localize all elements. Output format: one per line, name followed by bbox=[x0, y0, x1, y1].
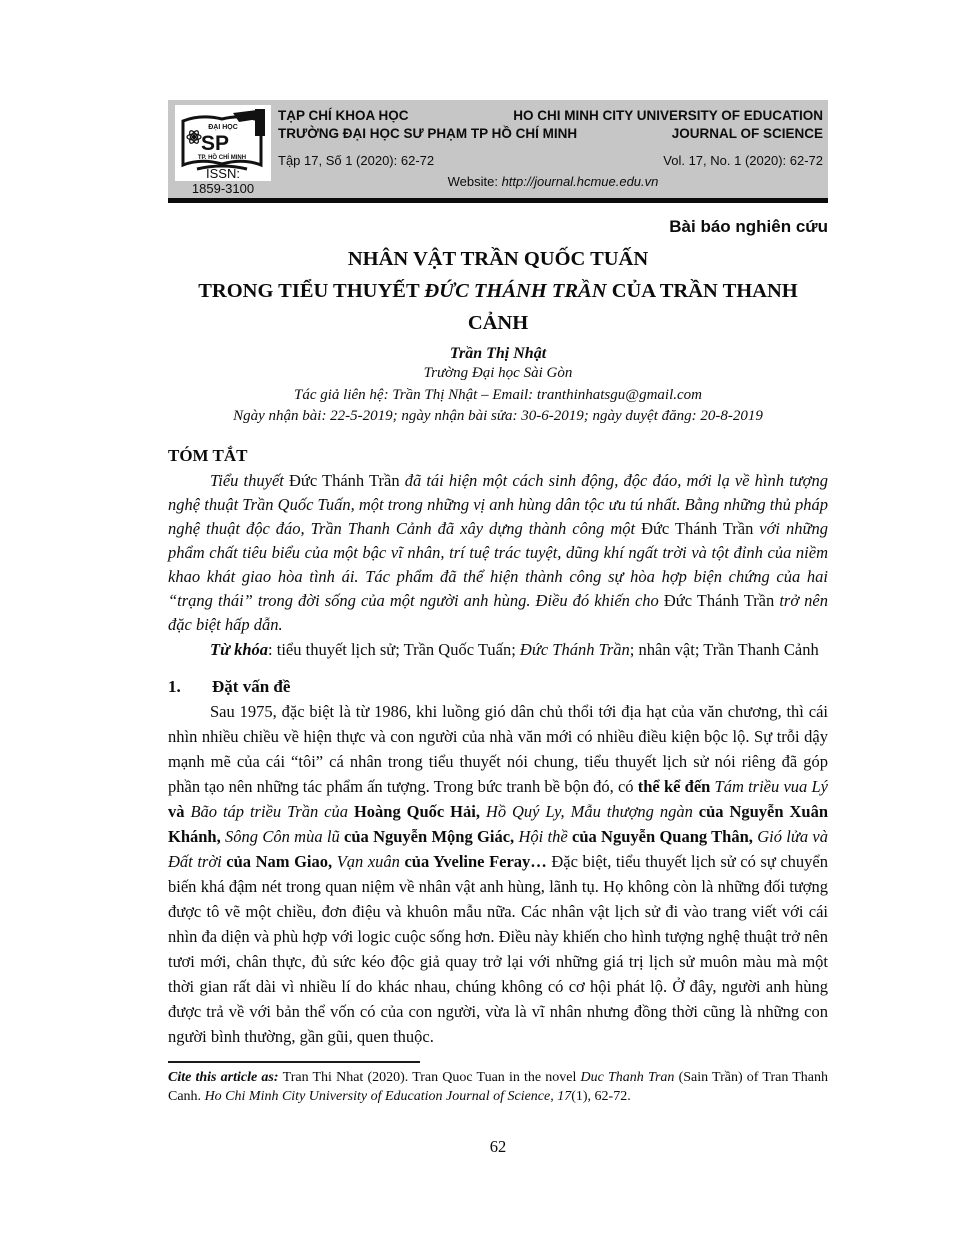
issn-label: ISSN: bbox=[206, 166, 240, 181]
issn bbox=[168, 166, 278, 196]
section-1-paragraph: Sau 1975, đặc biệt là từ 1986, khi luồng gió dân chủ thổi tới địa hạt của văn chương, thì cái nhìn nhiều chiều về hiện thực và con người của nhà văn mới có nhiều điều kiện bộc lộ. Sự trỗi dậy mạnh mẽ của cái “tôi” cá nhân trong tiểu thuyết nói chung, tiểu thuyết lịch sử nói riêng đã góp phần tạo nên những tác phẩm ấn tượng. Trong bức tranh bề bộn đó, có thể kể đến Tám triều vua Lý và Bão táp triều Trần của Hoàng Quốc Hải, Hồ Quý Ly, Mẫu thượng ngàn của Nguyễn Xuân Khánh, Sông Côn mùa lũ của Nguyễn Mộng Giác, Hội thề của Nguyễn Quang Thân, Gió lửa và Đất trời của Nam Giao, Vạn xuân của Yveline Feray… Đặc biệt, tiểu thuyết lịch sử có sự chuyển biến khá đậm nét trong quan niệm về nhân vật anh hùng, lãnh tụ. Họ không còn là những đối tượng được tô vẽ một chiều, đơn điệu và khuôn mẫu nữa. Các nhân vật lịch sử đi vào trang viết với cái nhìn đa diện và phù hợp với logic cuộc sống hơn. Điều này khiến cho hình tượng nghệ thuật trở nên tươi mới, chân thực, đủ sức kéo độc giả quay trở lại với những giá trị lịch sử muôn màu mà một thời gian rất dài vì nhiều lí do khác nhau, chúng không có cơ hội phát lộ. Ở đây, người anh hùng được trả về với bản thể vốn có của con người, vừa là vĩ nhân nhưng đồng thời cũng là những con người bình thường, gần gũi, quen thuộc. bbox=[168, 701, 829, 1046]
journal-masthead bbox=[168, 100, 828, 203]
section-1-number: 1. bbox=[168, 676, 181, 696]
section-1-title: Đặt vấn đề bbox=[212, 676, 291, 696]
volume-info-vi: Tập 17, Số 1 (2020): 62-72 bbox=[278, 153, 435, 168]
received-dates-line: Ngày nhận bài: 22-5-2019; ngày nhận bài sửa: 30-6-2019; ngày duyệt đăng: 20-8-2019 bbox=[233, 408, 763, 424]
correspondence-line: Tác giả liên hệ: Trần Thị Nhật – Email: tranthinhatsgu@gmail.com bbox=[294, 386, 702, 403]
journal-name-en bbox=[513, 107, 823, 143]
journal-name-vi-line1: TẠP CHÍ KHOA HỌC bbox=[278, 108, 409, 123]
page-number: 62 bbox=[489, 1136, 507, 1156]
journal-name-vi-line2: TRƯỜNG ĐẠI HỌC SƯ PHẠM TP HỒ CHÍ MINH bbox=[278, 126, 578, 141]
page-content bbox=[168, 100, 828, 1157]
footnote-divider bbox=[168, 1061, 420, 1063]
section-1-heading bbox=[168, 677, 828, 697]
svg-text:TP. HỒ CHÍ MINH: TP. HỒ CHÍ MINH bbox=[197, 155, 247, 161]
article-type-label: Bài báo nghiên cứu bbox=[669, 217, 828, 236]
website-label: Website: bbox=[447, 174, 498, 189]
keywords-line: Từ khóa: tiểu thuyết lịch sử; Trần Quốc Tuấn; Đức Thánh Trần; nhân vật; Trần Thanh Cảnh bbox=[210, 639, 819, 659]
journal-name-en-line1: HO CHI MINH CITY UNIVERSITY OF EDUCATION bbox=[513, 108, 823, 123]
author-name: Trần Thị Nhật bbox=[449, 345, 547, 362]
citation-note: Cite this article as: Tran Thi Nhat (2020). Tran Quoc Tuan in the novel Duc Thanh Tran (Sain Trần) of Tran Thanh Canh. Ho Chi Minh City University of Education Journal of Science, 17(1), 62-72. bbox=[168, 1069, 828, 1104]
issn-value: 1859-3100 bbox=[191, 181, 255, 196]
website-line bbox=[278, 174, 828, 189]
volume-info-en: Vol. 17, No. 1 (2020): 62-72 bbox=[663, 153, 823, 168]
journal-name-en-line2: JOURNAL OF SCIENCE bbox=[671, 126, 823, 141]
atom-icon bbox=[187, 129, 201, 144]
article-title-line1: NHÂN VẬT TRẦN QUỐC TUẤN bbox=[347, 248, 649, 270]
article-title bbox=[168, 243, 828, 339]
website-url: http://journal.hcmue.edu.vn bbox=[501, 174, 659, 189]
author-affiliation: Trường Đại học Sài Gòn bbox=[423, 365, 573, 381]
abstract-heading: TÓM TẮT bbox=[168, 445, 248, 465]
abstract-text: Tiểu thuyết Đức Thánh Trần đã tái hiện một cách sinh động, độc đáo, mới lạ về hình tượng nghệ thuật Trần Quốc Tuấn, một trong những vị anh hùng dân tộc ưu tú nhất. Bằng những thủ pháp nghệ thuật độc đáo, Trần Thanh Cảnh đã xây dựng thành công một Đức Thánh Trần với những phẩm chất tiêu biểu của một bậc vĩ nhân, trí tuệ trác tuyệt, dũng khí ngất trời và tột đỉnh của niềm khao khát giao hòa tình ái. Tác phẩm đã thể hiện thành công sự hòa hợp biện chứng của hai “trạng thái” trong đời sống của một người anh hùng. Điều đó khiến cho Đức Thánh Trần trở nên đặc biệt hấp dẫn. bbox=[168, 470, 828, 634]
svg-text:ĐẠI HỌC: ĐẠI HỌC bbox=[208, 124, 238, 131]
svg-text:SP: SP bbox=[200, 132, 230, 155]
article-title-line2: TRONG TIỂU THUYẾT ĐỨC THÁNH TRẦN CỦA TRẦN THANH CẢNH bbox=[198, 280, 798, 334]
